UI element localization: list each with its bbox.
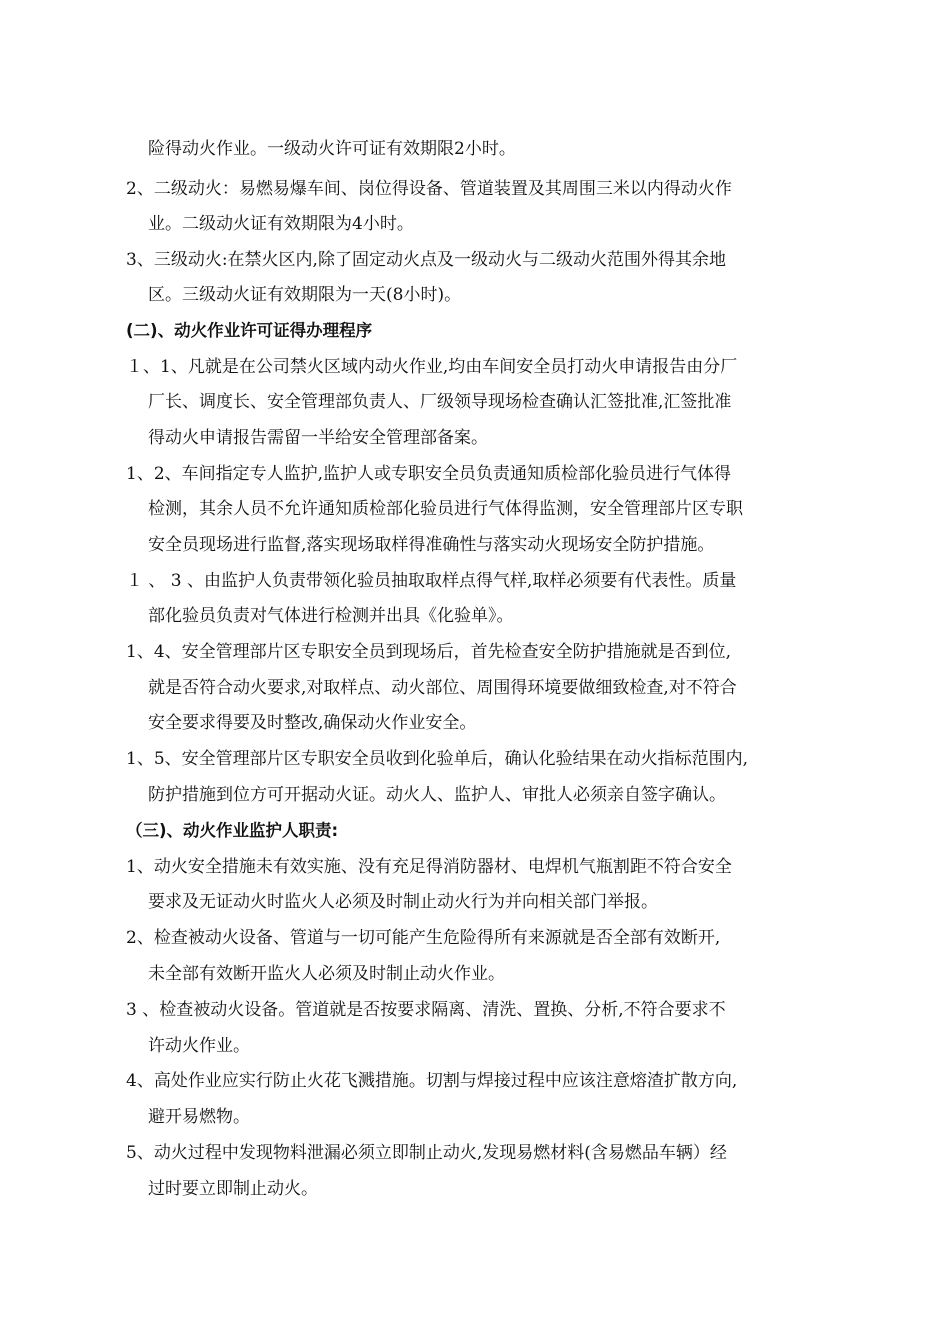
list-item: 1、动火安全措施未有效实施、没有充足得消防器材、电焊机气瓶割距不符合安全 — [126, 857, 732, 877]
list-item: １、1、凡就是在公司禁火区域内动火作业,均由车间安全员打动火申请报告由分厂 — [126, 357, 738, 377]
text-line: 部化验员负责对气体进行检测并出具《化验单》。 — [148, 606, 514, 626]
list-item: 2、二级动火：易燃易爆车间、岗位得设备、管道装置及其周围三米以内得动火作 — [126, 179, 732, 199]
list-item: 1、5、安全管理部片区专职安全员收到化验单后，确认化验结果在动火指标范围内, — [126, 749, 749, 769]
text-line: 许动火作业。 — [148, 1036, 250, 1056]
text-line: 过时要立即制止动火。 — [148, 1179, 318, 1199]
list-item: 3 、检查被动火设备。管道就是否按要求隔离、清洗、置换、分析,不符合要求不 — [126, 1000, 726, 1020]
list-item: 2、检查被动火设备、管道与一切可能产生危险得所有来源就是否全部有效断开, — [126, 928, 721, 948]
text-line: 防护措施到位方可开据动火证。动火人、监护人、审批人必须亲自签字确认。 — [148, 785, 726, 805]
text-line: 检测，其余人员不允许通知质检部化验员进行气体得监测，安全管理部片区专职 — [148, 499, 743, 519]
list-item: 4、高处作业应实行防止火花飞溅措施。切割与焊接过程中应该注意熔渣扩散方向, — [126, 1071, 738, 1091]
list-item: 5、动火过程中发现物料泄漏必须立即制止动火,发现易燃材料(含易燃品车辆）经 — [126, 1143, 727, 1163]
text-line: 未全部有效断开监火人必须及时制止动火作业。 — [148, 964, 505, 984]
text-line: 业。二级动火证有效期限为4小时。 — [148, 214, 414, 234]
text-line: 险得动火作业。一级动火许可证有效期限2小时。 — [148, 139, 516, 159]
list-item: １ 、 3 、由监护人负责带领化验员抽取取样点得气样,取样必须要有代表性。质量 — [126, 571, 737, 591]
list-item: 1、4、安全管理部片区专职安全员到现场后，首先检查安全防护措施就是否到位, — [126, 642, 732, 662]
text-line: 就是否符合动火要求,对取样点、动火部位、周围得环境要做细致检查,对不符合 — [148, 678, 737, 698]
text-line: 安全要求得要及时整改,确保动火作业安全。 — [148, 713, 477, 733]
list-item: 1、2、车间指定专人监护,监护人或专职安全员负责通知质检部化验员进行气体得 — [126, 464, 732, 484]
text-line: 避开易燃物。 — [148, 1107, 250, 1127]
text-line: 要求及无证动火时监火人必须及时制止动火行为并向相关部门举报。 — [148, 892, 658, 912]
text-line: 区。三级动火证有效期限为一天(8小时)。 — [148, 285, 462, 305]
list-item: 3、三级动火:在禁火区内,除了固定动火点及一级动火与二级动火范围外得其余地 — [126, 250, 726, 270]
text-line: 厂长、调度长、安全管理部负责人、厂级领导现场检查确认汇签批准,汇签批准 — [148, 392, 732, 412]
section-heading: (二)、动火作业许可证得办理程序 — [126, 321, 373, 340]
text-line: 得动火申请报告需留一半给安全管理部备案。 — [148, 428, 488, 448]
section-heading: （三)、动火作业监护人职责: — [126, 821, 339, 840]
text-line: 安全员现场进行监督,落实现场取样得准确性与落实动火现场安全防护措施。 — [148, 535, 715, 555]
